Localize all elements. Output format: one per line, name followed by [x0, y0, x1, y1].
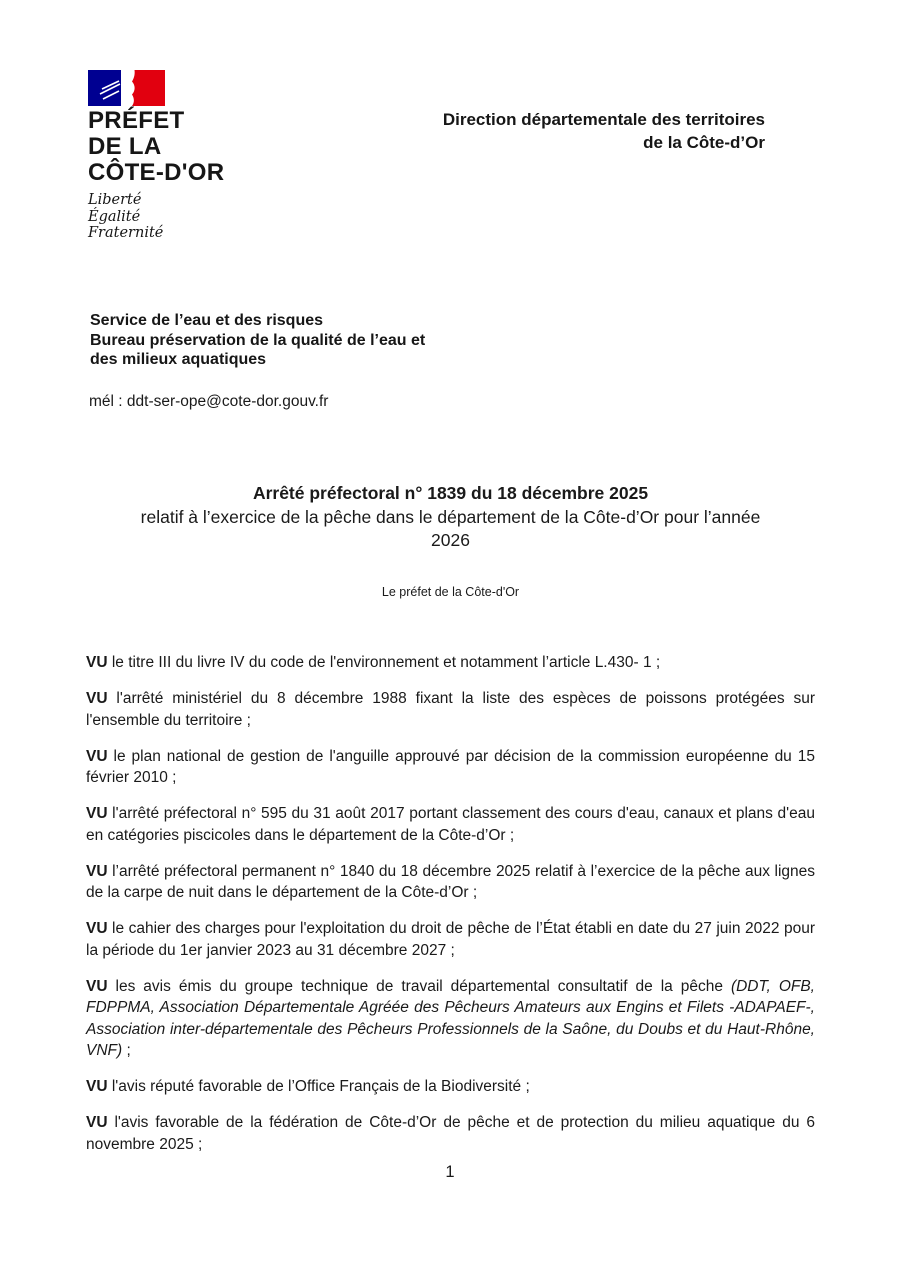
vu-prefix: VU — [86, 1078, 108, 1095]
vu-text: l’arrêté préfectoral permanent n° 1840 du 18 décembre 2025 relatif à l’exercice de la pêche aux lignes de la carpe de nuit dans le département de la Côte-d’Or ; — [86, 862, 815, 901]
vu-text: le titre III du livre IV du code de l'environnement et notamment l’article L.430- 1 ; — [107, 654, 661, 671]
vu-text: l'arrêté préfectoral n° 595 du 31 août 2017 portant classement des cours d'eau, canaux et plans d'eau en catégories piscicoles dans le département de la Côte-d’Or ; — [86, 805, 815, 844]
prefet-name-line: DE LA — [88, 133, 162, 160]
vu-text: l'arrêté ministériel du 8 décembre 1988 fixant la liste des espèces de poissons protégées sur l'ensemble du territoire ; — [86, 690, 815, 729]
service-line-1: Service de l’eau et des risques — [90, 312, 324, 329]
vu-text: le plan national de gestion de l'anguille approuvé par décision de la commission européenne du 15 février 2010 ; — [86, 747, 815, 786]
intro-line: Le préfet de la Côte-d'Or — [381, 585, 520, 599]
prefet-name-line: PRÉFET — [88, 107, 185, 134]
motto-line: Liberté — [88, 192, 142, 208]
vu-prefix: VU — [86, 977, 108, 995]
vu-text: l'avis réputé favorable de l’Office Français de la Biodiversité ; — [107, 1078, 530, 1095]
vu-text: le cahier des charges pour l'exploitation du droit de pêche de l’État établi en date du 27 juin 2022 pour la période du 1er janvier 2023 au 31 décembre 2027 ; — [86, 920, 815, 959]
title-line-3: 2026 — [431, 530, 470, 550]
vu-paragraph — [86, 803, 815, 846]
vu-text: les avis émis du groupe technique de travail départemental consultatif de la pêche — [107, 977, 731, 995]
vu-paragraph-list — [86, 652, 815, 1170]
vu-paragraph — [86, 1076, 815, 1098]
republic-motto — [88, 192, 224, 242]
vu-paragraph — [86, 918, 815, 961]
title-line-2: relatif à l’exercice de la pêche dans le département de la Côte-d’Or pour l’année — [140, 506, 761, 527]
vu-prefix: VU — [86, 654, 108, 671]
prefet-name-line: CÔTE-D'OR — [88, 159, 225, 186]
service-line-2: Bureau préservation de la qualité de l’eau et — [90, 331, 426, 349]
vu-prefix: VU — [86, 862, 108, 880]
vu-paragraph — [86, 746, 815, 789]
french-flag-marianne-icon — [88, 70, 165, 106]
motto-line: Égalité — [88, 208, 141, 225]
vu-suffix: ; — [122, 1042, 131, 1059]
vu-paragraph — [86, 1112, 815, 1155]
contact-email: mél : ddt-ser-ope@cote-dor.gouv.fr — [89, 393, 329, 410]
vu-prefix: VU — [86, 1114, 108, 1131]
vu-prefix: VU — [86, 747, 108, 765]
service-block — [90, 311, 425, 370]
vu-paragraph — [86, 652, 815, 674]
direction-line-2: de la Côte-d’Or — [643, 133, 765, 152]
direction-line-1: Direction départementale des territoires — [442, 110, 765, 129]
vu-paragraph — [86, 976, 815, 1062]
page-number: 1 — [445, 1163, 455, 1181]
vu-prefix: VU — [86, 920, 108, 937]
vu-paragraph — [86, 688, 815, 731]
vu-paragraph — [86, 861, 815, 904]
vu-italic-text: (DDT, OFB, FDPPMA, Association Départementale Agréée des Pêcheurs Amateurs aux Engins et Filets -ADAPAEF-, Association inter-départementale des Pêcheurs Professionnels de la Saône, du Doubs et du Haut-Rhône, VNF) — [86, 977, 815, 1059]
title-line-1: Arrêté préfectoral n° 1839 du 18 décembre 2025 — [252, 483, 649, 503]
vu-prefix: VU — [86, 690, 108, 707]
service-line-3: des milieux aquatiques — [90, 351, 267, 368]
direction-header — [443, 108, 765, 154]
prefet-name — [88, 108, 224, 186]
motto-line: Fraternité — [88, 225, 164, 241]
document-title — [86, 482, 815, 553]
vu-text: l'avis favorable de la fédération de Côte-d’Or de pêche et de protection du milieu aquatique du 6 novembre 2025 ; — [86, 1114, 815, 1153]
prefet-brand-block — [88, 70, 224, 242]
vu-prefix: VU — [86, 805, 108, 822]
